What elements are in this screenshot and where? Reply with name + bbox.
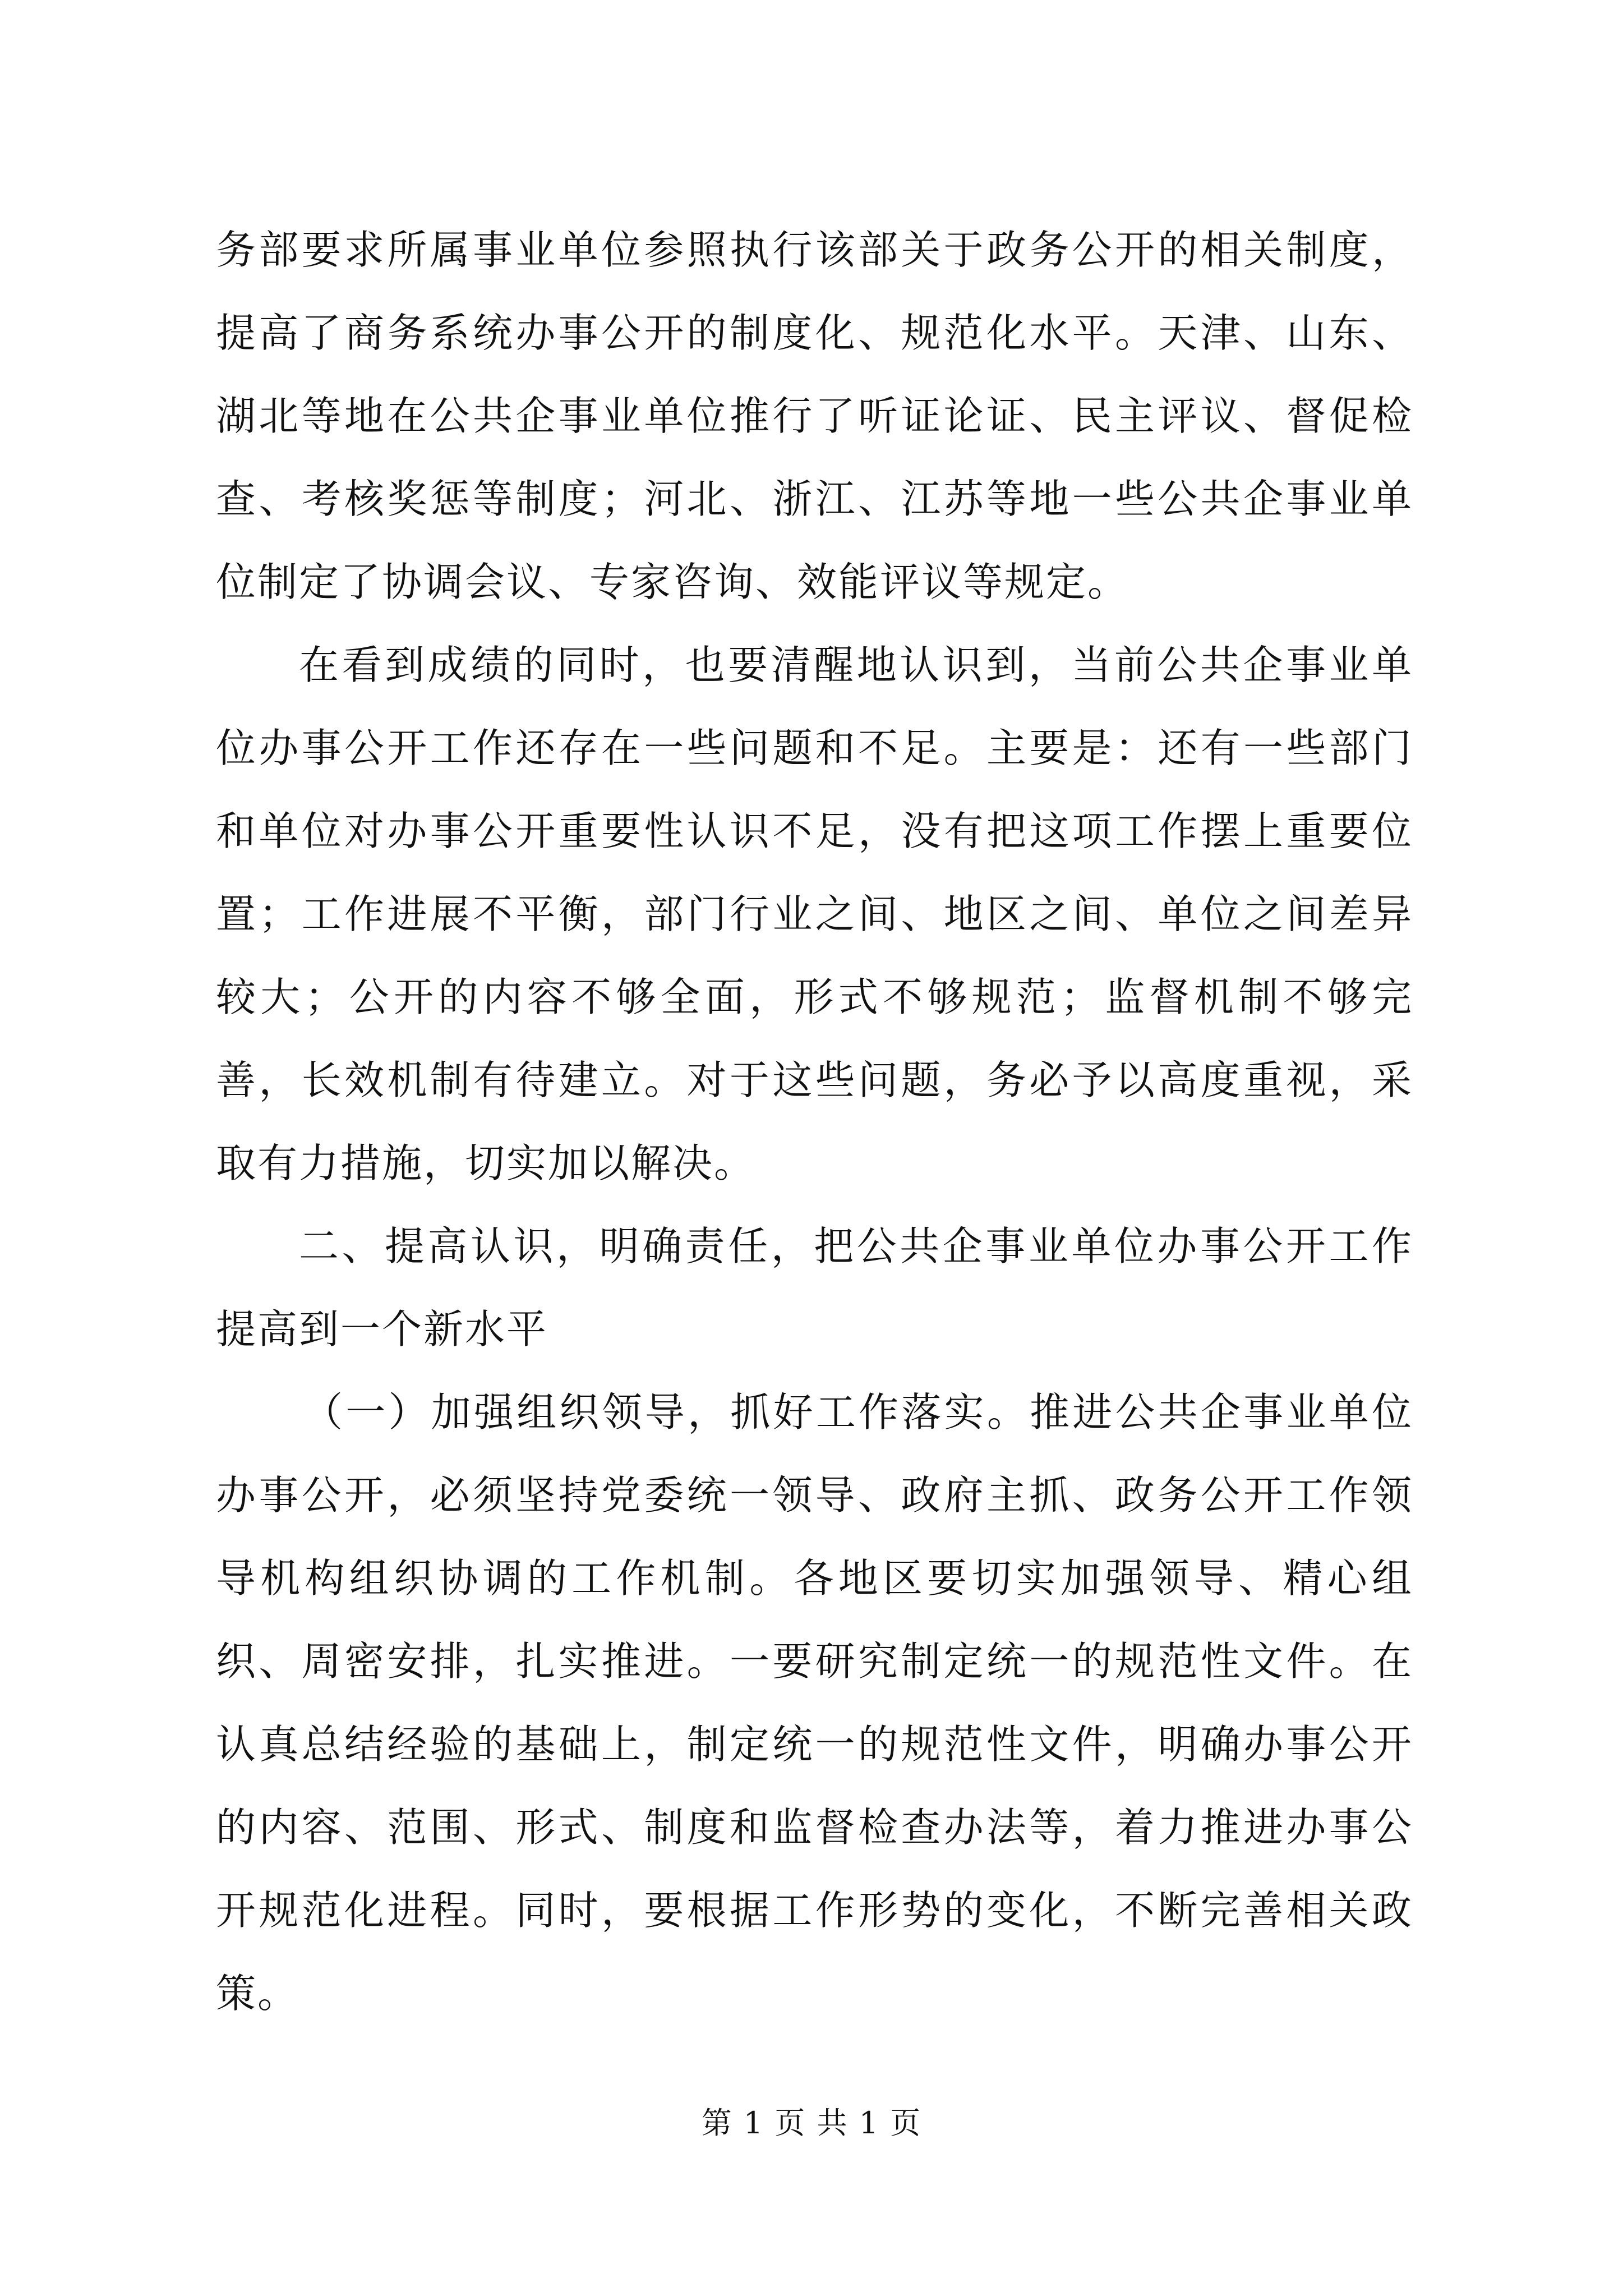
paragraph-subsection-1: （一）加强组织领导，抓好工作落实。推进公共企事业单位办事公开，必须坚持党委统一领导、政府主抓、政务公开工作领导机构组织协调的工作机制。各地区要切实加强领导、精心组织、周密安排，扎实推进。一要研究制定统一的规范性文件。在认真总结经验的基础上，制定统一的规范性文件，明确办事公开的内容、范围、形式、制度和监督检查办法等，着力推进办事公开规范化进程。同时，要根据工作形势的变化，不断完善相关政策。: [216, 1389, 1413, 2017]
paragraph-continuation: 务部要求所属事业单位参照执行该部关于政务公开的相关制度，提高了商务系统办事公开的制度化、规范化水平。天津、山东、湖北等地在公共企事业单位推行了听证论证、民主评议、督促检查、考核奖惩等制度；河北、浙江、江苏等地一些公共企事业单位制定了协调会议、专家咨询、效能评议等规定。: [216, 227, 1413, 605]
document-body: [216, 209, 1413, 2035]
section-heading: 二、提高认识，明确责任，把公共企事业单位办事公开工作提高到一个新水平: [216, 1223, 1413, 1352]
page-footer: 第 1 页 共 1 页: [701, 2105, 922, 2141]
paragraph-problems: 在看到成绩的同时，也要清醒地认识到，当前公共企事业单位办事公开工作还存在一些问题和不足。主要是：还有一些部门和单位对办事公开重要性认识不足，没有把这项工作摆上重要位置；工作进展不平衡，部门行业之间、地区之间、单位之间差异较大；公开的内容不够全面，形式不够规范；监督机制不够完善，长效机制有待建立。对于这些问题，务必予以高度重视，采取有力措施，切实加以解决。: [216, 642, 1413, 1186]
